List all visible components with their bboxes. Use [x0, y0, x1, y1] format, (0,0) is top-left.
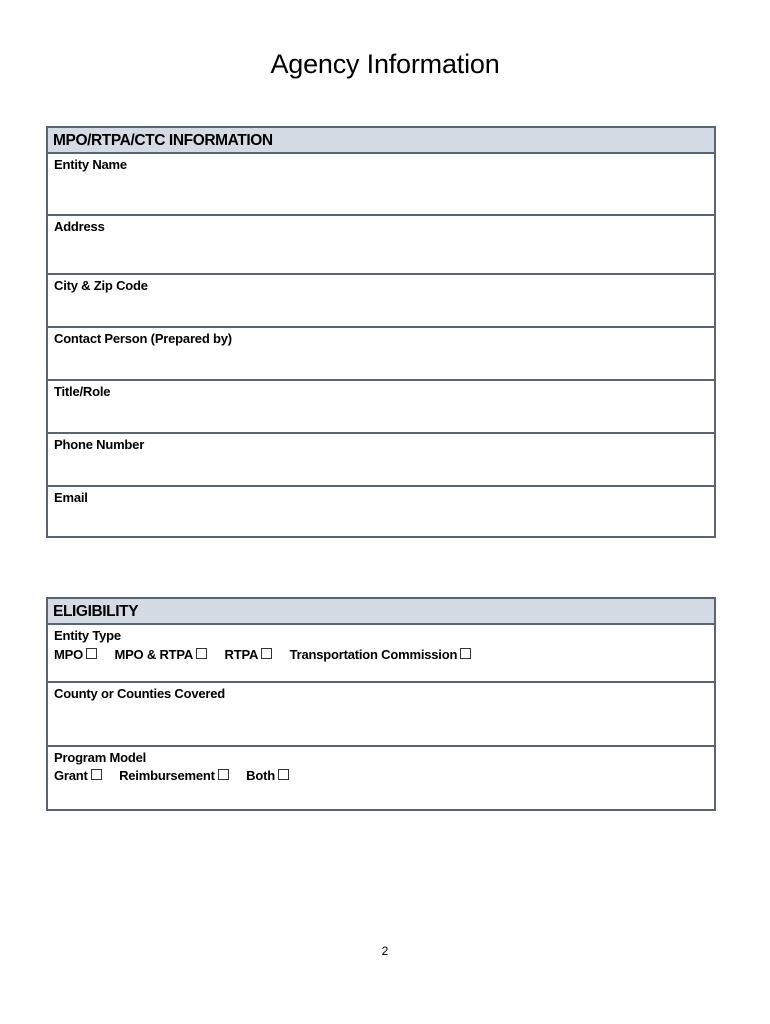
mpo-section-header: MPO/RTPA/CTC INFORMATION: [48, 128, 714, 154]
address-label: Address: [54, 219, 105, 234]
rtpa-checkbox[interactable]: [261, 648, 272, 659]
entity-type-row: [48, 625, 714, 683]
phone-number-row: [48, 434, 714, 487]
page-title: Agency Information: [270, 49, 500, 79]
program-model-row: [48, 747, 714, 809]
eligibility-section: [46, 597, 716, 811]
email-label: Email: [54, 490, 88, 505]
entity-type-option-mpo[interactable]: [54, 644, 97, 665]
entity-type-label: Entity Type: [54, 628, 121, 643]
entity-name-row: [48, 154, 714, 216]
counties-field[interactable]: [54, 702, 718, 724]
address-field[interactable]: [54, 235, 718, 257]
mpo-rtpa-checkbox[interactable]: [196, 648, 207, 659]
email-row: [48, 487, 714, 540]
contact-person-row: [48, 328, 714, 381]
entity-type-option-transportation-commission[interactable]: [290, 644, 472, 665]
counties-label: County or Counties Covered: [54, 686, 226, 701]
option-label: RTPA: [224, 647, 259, 662]
page-number: 2: [381, 944, 389, 958]
option-label: MPO: [54, 647, 84, 662]
entity-name-label: Entity Name: [54, 157, 127, 172]
entity-type-option-rtpa[interactable]: [225, 644, 273, 665]
address-row: [48, 216, 714, 275]
email-field[interactable]: [54, 506, 718, 528]
city-zip-row: [48, 275, 714, 328]
both-checkbox[interactable]: [278, 769, 289, 780]
title-role-field[interactable]: [54, 400, 718, 422]
option-label: Reimbursement: [119, 768, 215, 783]
mpo-checkbox[interactable]: [86, 648, 97, 659]
option-label: Both: [246, 768, 275, 783]
phone-number-field[interactable]: [54, 453, 718, 475]
program-model-options: [54, 766, 714, 785]
entity-type-options: [54, 644, 714, 665]
city-zip-label: City & Zip Code: [54, 278, 148, 293]
title-role-row: [48, 381, 714, 434]
option-label: Transportation Commission: [289, 647, 458, 662]
city-zip-field[interactable]: [54, 294, 718, 316]
reimbursement-checkbox[interactable]: [218, 769, 229, 780]
entity-name-field[interactable]: [54, 173, 718, 195]
entity-type-option-mpo-rtpa[interactable]: [114, 644, 207, 665]
contact-person-label: Contact Person (Prepared by): [54, 331, 232, 346]
option-label: Grant: [54, 768, 88, 783]
program-model-option-grant[interactable]: [54, 766, 102, 785]
grant-checkbox[interactable]: [91, 769, 102, 780]
option-label: MPO & RTPA: [114, 647, 194, 662]
phone-number-label: Phone Number: [54, 437, 145, 452]
program-model-option-both[interactable]: [246, 766, 289, 785]
program-model-option-reimbursement[interactable]: [119, 766, 229, 785]
mpo-information-section: [46, 126, 716, 538]
program-model-label: Program Model: [54, 750, 147, 765]
contact-person-field[interactable]: [54, 347, 718, 369]
title-role-label: Title/Role: [54, 384, 111, 399]
counties-row: [48, 683, 714, 747]
eligibility-header: ELIGIBILITY: [48, 599, 714, 625]
transportation-commission-checkbox[interactable]: [460, 648, 471, 659]
